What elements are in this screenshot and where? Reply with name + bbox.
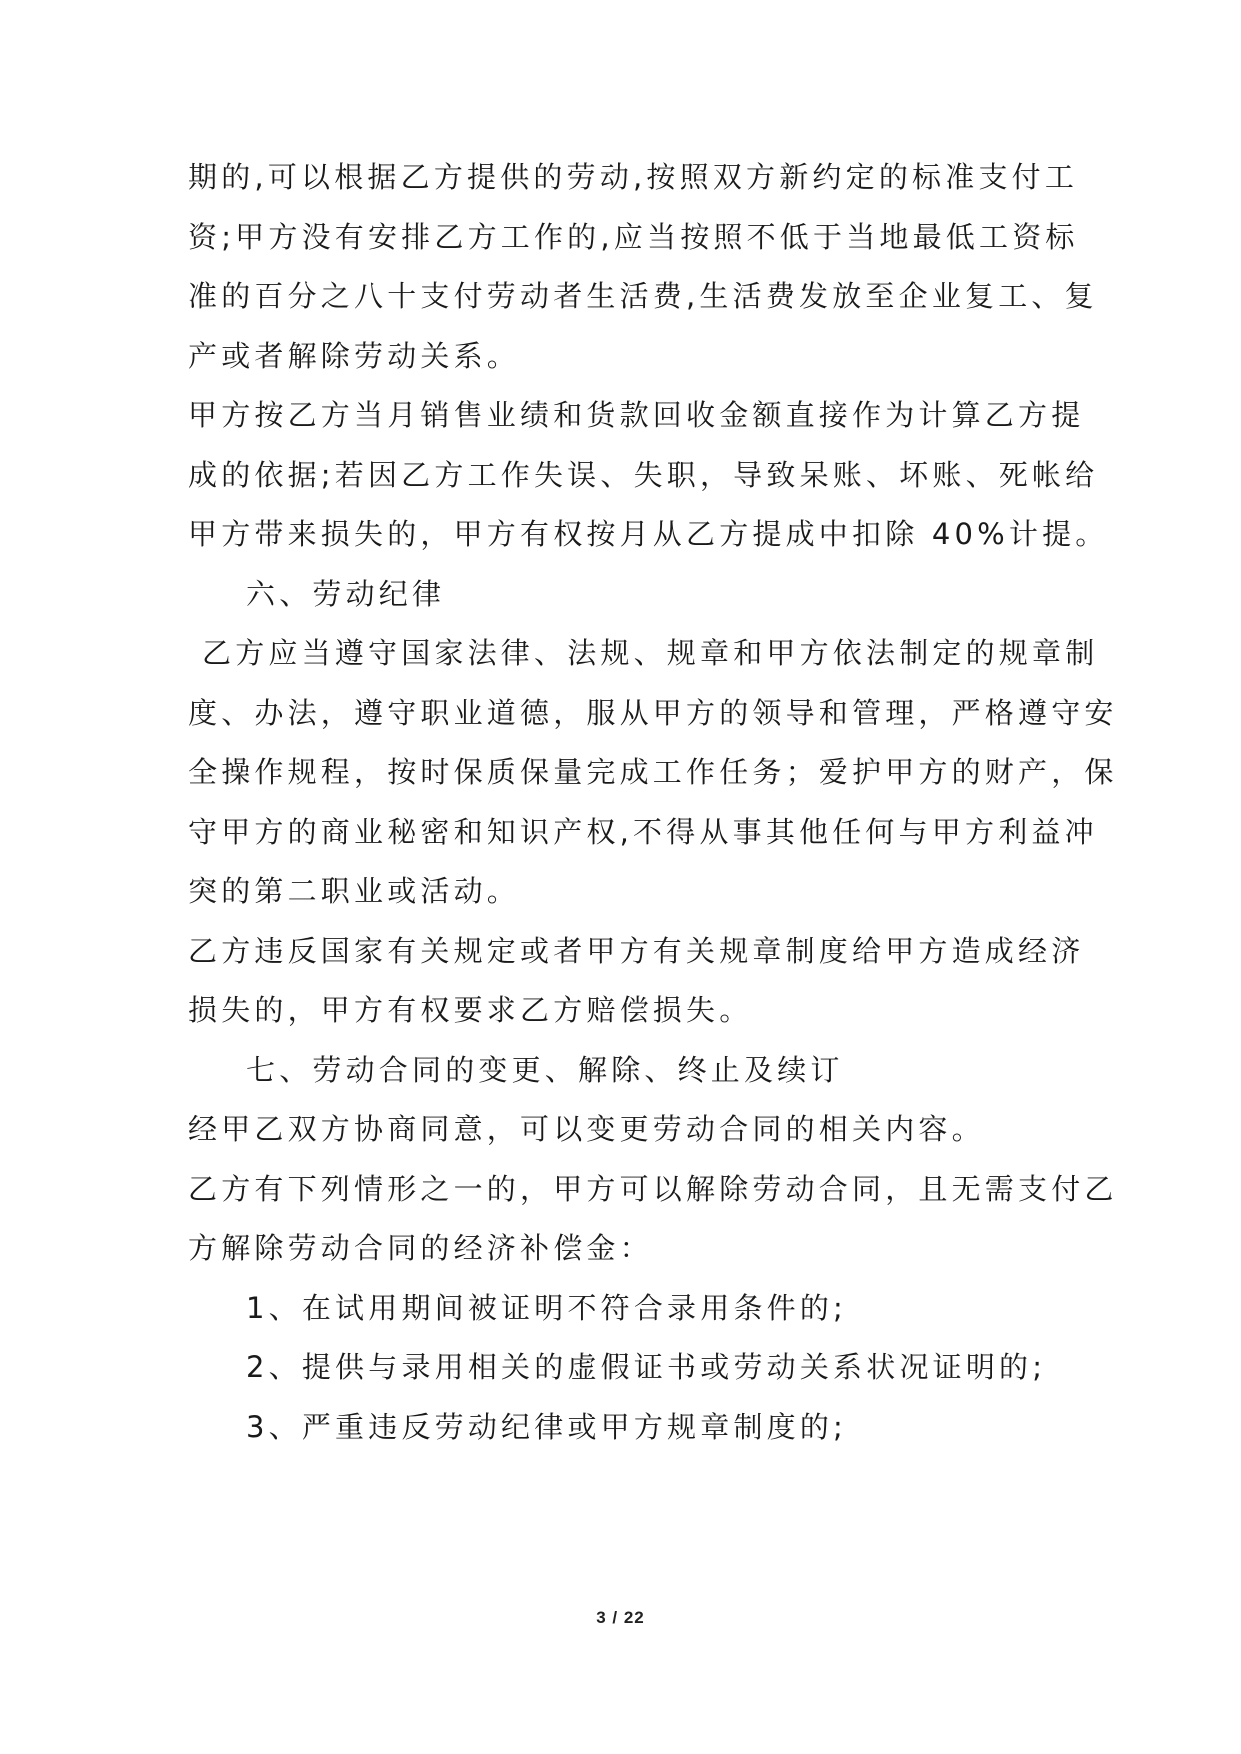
text-line: 资;甲方没有安排乙方工作的,应当按照不低于当地最低工资标 <box>188 219 1079 254</box>
text-line: 乙方有下列情形之一的，甲方可以解除劳动合同，且无需支付乙 <box>188 1171 1118 1206</box>
text-line: 期的,可以根据乙方提供的劳动,按照双方新约定的标准支付工 <box>188 160 1079 194</box>
document-body <box>188 148 1118 1457</box>
text-line: 突的第二职业或活动。 <box>188 874 521 908</box>
text-line: 乙方应当遵守国家法律、法规、规章和甲方依法制定的规章制 <box>202 636 1099 670</box>
text-line: 守甲方的商业秘密和知识产权,不得从事其他任何与甲方利益冲 <box>188 814 1098 849</box>
text-line: 甲方按乙方当月销售业绩和货款回收金额直接作为计算乙方提 <box>188 398 1085 432</box>
text-line: 损失的，甲方有权要求乙方赔偿损失。 <box>188 993 753 1027</box>
list-item: 3、严重违反劳动纪律或甲方规章制度的; <box>246 1409 848 1444</box>
text-line: 产或者解除劳动关系。 <box>188 338 521 373</box>
list-item: 1、在试用期间被证明不符合录用条件的; <box>246 1290 848 1325</box>
section-heading: 七、劳动合同的变更、解除、终止及续订 <box>246 1052 844 1087</box>
text-line: 乙方违反国家有关规定或者甲方有关规章制度给甲方造成经济 <box>188 933 1085 968</box>
page-number: 3 / 22 <box>596 1608 645 1627</box>
text-line: 甲方带来损失的，甲方有权按月从乙方提成中扣除 40%计提。 <box>188 517 1109 551</box>
text-line: 方解除劳动合同的经济补偿金： <box>188 1231 653 1265</box>
text-line: 准的百分之八十支付劳动者生活费,生活费发放至企业复工、复 <box>188 279 1098 313</box>
section-heading: 六、劳动纪律 <box>246 576 446 611</box>
text-line: 成的依据;若因乙方工作失误、失职，导致呆账、坏账、死帐给 <box>188 457 1099 492</box>
text-line: 经甲乙双方协商同意，可以变更劳动合同的相关内容。 <box>188 1112 985 1146</box>
text-line: 全操作规程，按时保质保量完成工作任务；爱护甲方的财产，保 <box>188 755 1118 789</box>
list-item: 2、提供与录用相关的虚假证书或劳动关系状况证明的; <box>246 1350 1047 1384</box>
text-line: 度、办法，遵守职业道德，服从甲方的领导和管理，严格遵守安 <box>188 695 1118 730</box>
